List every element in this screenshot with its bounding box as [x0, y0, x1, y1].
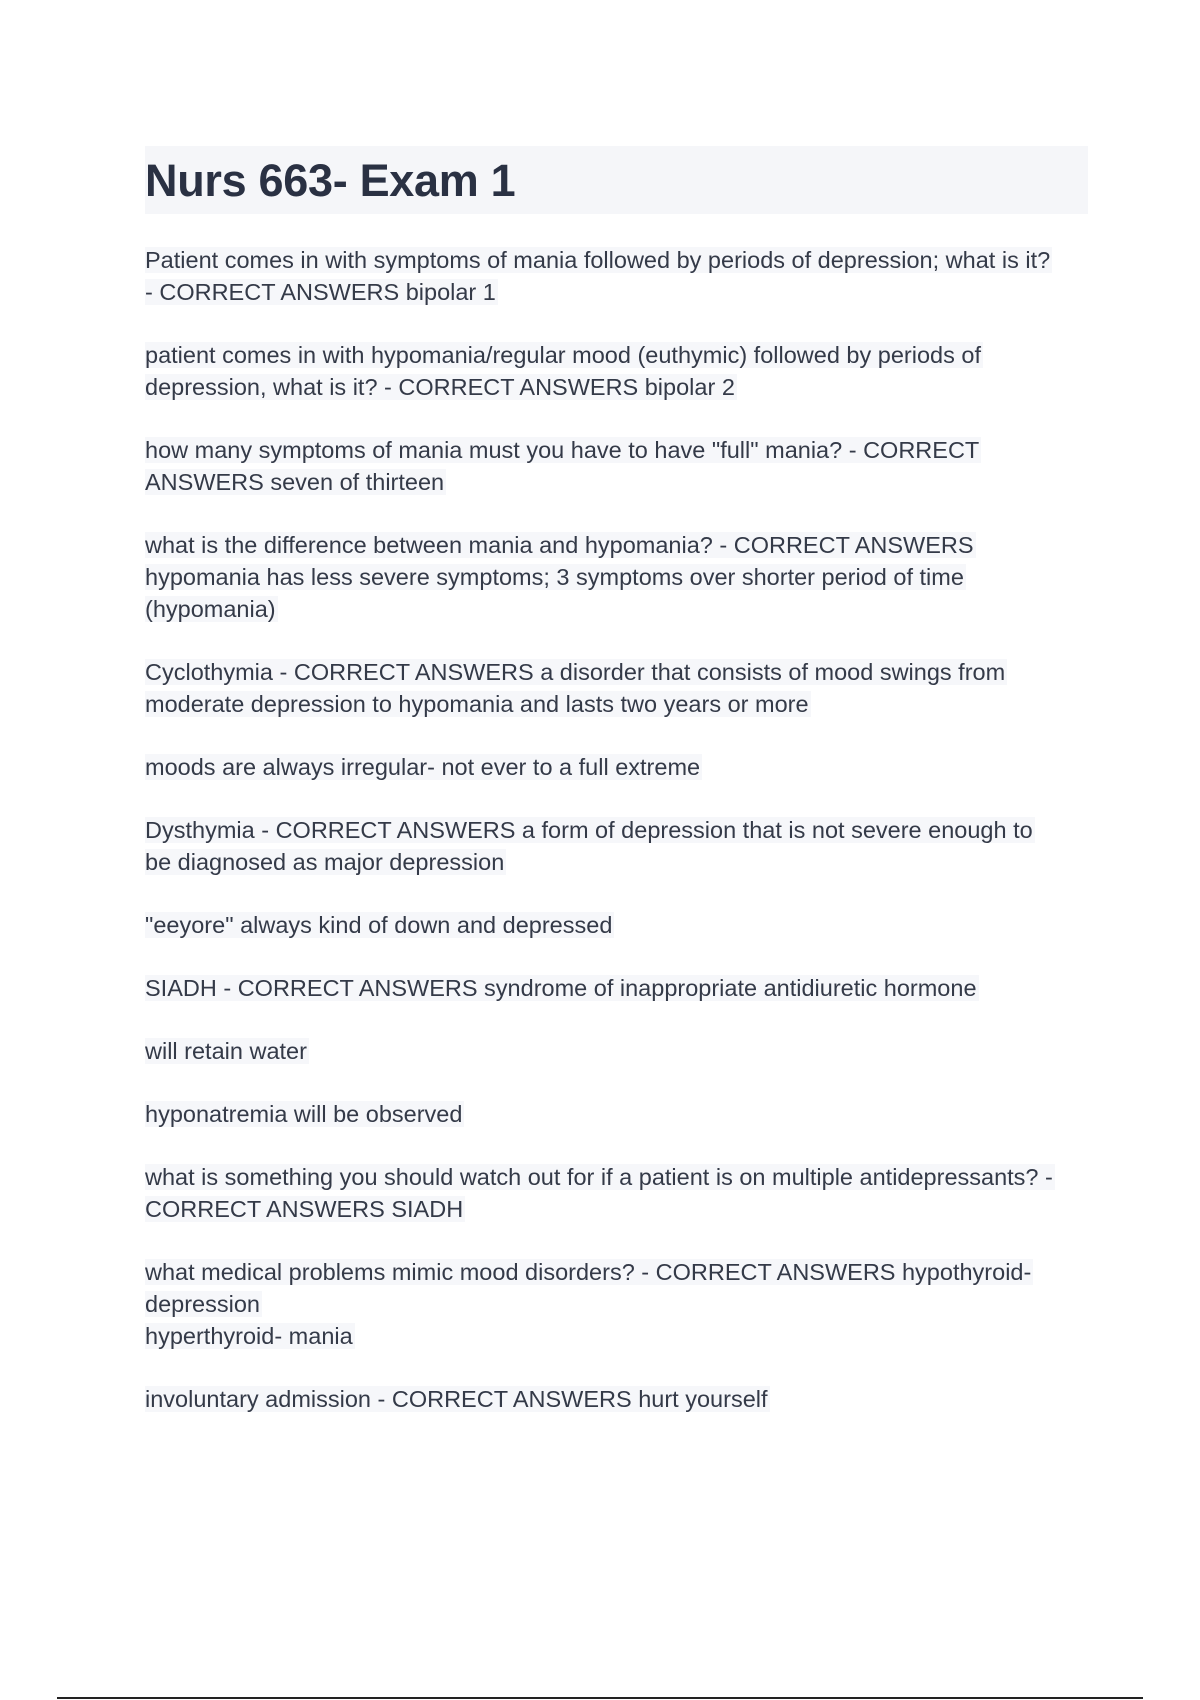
qa-entry-line — [145, 1256, 1090, 1288]
qa-entry-line — [145, 244, 1090, 276]
qa-entry-text: what is something you should watch out for if a patient is on multiple antidepressants? - — [145, 1164, 1053, 1190]
qa-entry-text: hypomania has less severe symptoms; 3 symptoms over shorter period of time — [145, 564, 964, 590]
qa-entry-line — [145, 846, 1090, 878]
qa-entry-line — [145, 276, 1090, 308]
qa-entry-line — [145, 1035, 1090, 1067]
qa-entry-line — [145, 339, 1090, 371]
qa-entry-text: how many symptoms of mania must you have to have "full" mania? - CORRECT — [145, 437, 980, 463]
qa-entry-text: ANSWERS seven of thirteen — [145, 469, 445, 495]
qa-entry-line — [145, 814, 1090, 846]
qa-entry-line — [145, 593, 1090, 625]
qa-entry-line — [145, 656, 1090, 688]
qa-entry-line — [145, 688, 1090, 720]
qa-entry-text: depression, what is it? - CORRECT ANSWERS bipolar 2 — [145, 374, 735, 400]
page-title: Nurs 663- Exam 1 — [145, 154, 516, 206]
qa-entry-text: will retain water — [145, 1038, 307, 1064]
qa-entry-text: be diagnosed as major depression — [145, 849, 505, 875]
qa-entry-text: SIADH - CORRECT ANSWERS syndrome of inappropriate antidiuretic hormone — [145, 975, 977, 1001]
qa-entry — [145, 1256, 1090, 1352]
qa-entry — [145, 1098, 1090, 1130]
qa-entry — [145, 529, 1090, 625]
qa-entry-text: hyperthyroid- mania — [145, 1323, 353, 1349]
qa-entry-text: involuntary admission - CORRECT ANSWERS hurt yourself — [145, 1386, 768, 1412]
qa-entry-text: (hypomania) — [145, 596, 276, 622]
qa-entry — [145, 1161, 1090, 1225]
qa-entry — [145, 751, 1090, 783]
qa-entry-text: depression — [145, 1291, 260, 1317]
qa-entry-line — [145, 1193, 1090, 1225]
qa-entry-line — [145, 1383, 1090, 1415]
qa-entry-text: - CORRECT ANSWERS bipolar 1 — [145, 279, 496, 305]
qa-entry-line — [145, 1098, 1090, 1130]
qa-entry-line — [145, 751, 1090, 783]
qa-entry-line — [145, 434, 1090, 466]
qa-entry-text: moods are always irregular- not ever to a full extreme — [145, 754, 701, 780]
qa-entry — [145, 814, 1090, 878]
qa-entry — [145, 434, 1090, 498]
qa-entry-line — [145, 561, 1090, 593]
qa-entries — [145, 244, 1090, 1446]
qa-entry-line — [145, 466, 1090, 498]
page-bottom-rule — [57, 1697, 1143, 1699]
qa-entry-line — [145, 909, 1090, 941]
qa-entry — [145, 1035, 1090, 1067]
qa-entry — [145, 909, 1090, 941]
page-title-box — [145, 146, 1088, 214]
qa-entry-text: hyponatremia will be observed — [145, 1101, 463, 1127]
qa-entry-text: "eeyore" always kind of down and depressed — [145, 912, 613, 938]
qa-entry-text: moderate depression to hypomania and lasts two years or more — [145, 691, 809, 717]
qa-entry-text: what is the difference between mania and hypomania? - CORRECT ANSWERS — [145, 532, 974, 558]
qa-entry — [145, 972, 1090, 1004]
qa-entry-line — [145, 1288, 1090, 1320]
qa-entry-text: Dysthymia - CORRECT ANSWERS a form of depression that is not severe enough to — [145, 817, 1033, 843]
qa-entry-line — [145, 1161, 1090, 1193]
qa-entry — [145, 1383, 1090, 1415]
qa-entry-text: CORRECT ANSWERS SIADH — [145, 1196, 464, 1222]
qa-entry-text: what medical problems mimic mood disorders? - CORRECT ANSWERS hypothyroid- — [145, 1259, 1032, 1285]
qa-entry-text: Patient comes in with symptoms of mania followed by periods of depression; what is it? — [145, 247, 1051, 273]
qa-entry-line — [145, 371, 1090, 403]
qa-entry — [145, 244, 1090, 308]
qa-entry — [145, 339, 1090, 403]
qa-entry — [145, 656, 1090, 720]
qa-entry-line — [145, 1320, 1090, 1352]
qa-entry-text: Cyclothymia - CORRECT ANSWERS a disorder that consists of mood swings from — [145, 659, 1006, 685]
qa-entry-line — [145, 529, 1090, 561]
qa-entry-line — [145, 972, 1090, 1004]
qa-entry-text: patient comes in with hypomania/regular mood (euthymic) followed by periods of — [145, 342, 981, 368]
